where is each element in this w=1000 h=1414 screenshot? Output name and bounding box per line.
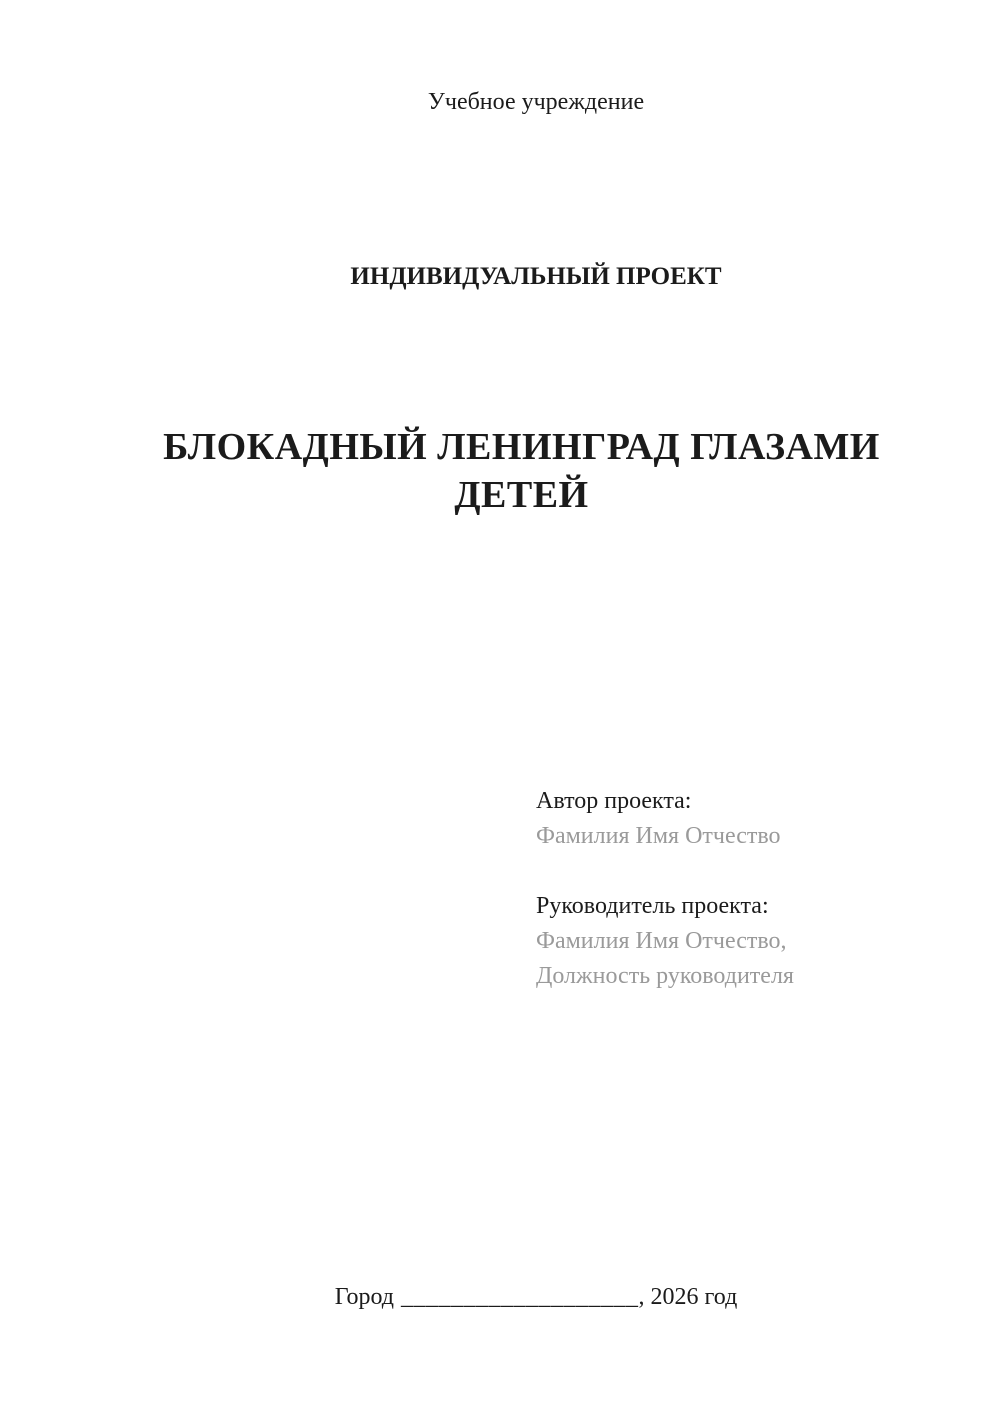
city-year-line [143,1281,929,1313]
institution-line: Учебное учреждение [427,89,645,115]
author-label: Автор проекта: [536,788,692,814]
project-type-heading: ИНДИВИДУАЛЬНЫЙ ПРОЕКТ [350,263,722,290]
project-main-title: БЛОКАДНЫЙ ЛЕНИНГРАД ГЛАЗАМИ ДЕТЕЙ [163,426,880,516]
credits-block [536,784,794,994]
year-text: , 2026 год [638,1284,738,1310]
author-section [536,784,794,854]
supervisor-position-placeholder: Должность руководителя [536,963,794,989]
supervisor-label: Руководитель проекта: [536,893,769,919]
author-name-placeholder: Фамилия Имя Отчество [536,823,781,849]
city-label: Город [334,1284,395,1310]
city-blank-underline: ___________________ [401,1284,639,1310]
supervisor-name-placeholder: Фамилия Имя Отчество, [536,928,787,954]
supervisor-section [536,889,794,994]
